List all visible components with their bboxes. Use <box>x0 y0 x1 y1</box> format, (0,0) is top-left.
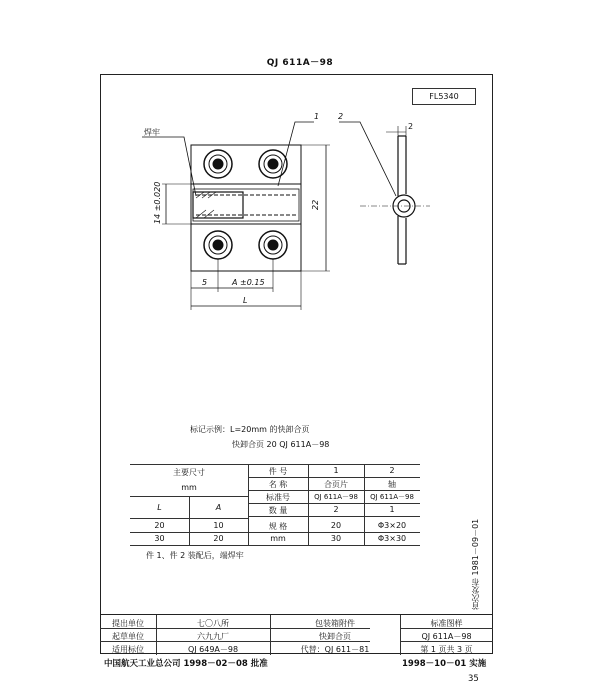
footer-approval: 中国航天工业总公司 1998－02－08 批准 <box>104 659 268 669</box>
spec-unit: mm <box>270 534 286 543</box>
row-name-v2: 轴 <box>388 480 396 489</box>
applicable-label: 适用标位 <box>112 645 144 654</box>
replaces: 代替：QJ 611－81 <box>300 645 370 654</box>
doc-code: QJ 611A－98 <box>421 632 472 641</box>
weld-label: 焊牢 <box>144 128 160 137</box>
col-L-header: L <box>157 503 162 512</box>
page-info: 第 1 页共 3 页 <box>420 645 473 654</box>
standard-code: QJ 611A－98 <box>266 58 334 68</box>
table-row-1-v1: 20 <box>330 521 342 530</box>
footer-implementation: 1998－10－01 实施 <box>402 659 487 669</box>
parts-table <box>130 464 420 546</box>
mounting-hole-bottom-left <box>204 231 232 259</box>
row-piece-v1: 1 <box>333 466 339 475</box>
row-qty-label: 数 量 <box>268 506 288 515</box>
callout-1: 1 <box>314 112 320 121</box>
main-dims-unit: mm <box>181 483 197 492</box>
row-qty-v1: 2 <box>333 505 339 514</box>
marking-designation: 快卸合页 20 QJ 611A－98 <box>232 440 330 449</box>
technical-drawing <box>100 74 493 404</box>
marking-example-text: L=20mm 的快卸合页 <box>230 425 310 434</box>
title-block <box>100 614 493 655</box>
marking-example-label: 标记示例： <box>190 425 230 434</box>
table-row-2-L: 30 <box>154 534 165 543</box>
proposer: 七〇八所 <box>197 619 229 628</box>
row-std-label: 标准号 <box>266 493 290 502</box>
main-dims-title: 主要尺寸 <box>173 468 205 477</box>
category: 包装箱附件 <box>315 619 355 628</box>
mounting-hole-top-left <box>204 150 232 178</box>
row-std-v2: QJ 611A－98 <box>370 493 414 501</box>
table-row-2-v2: Φ3×30 <box>377 534 407 543</box>
applicable: QJ 649A－98 <box>187 645 239 654</box>
drafter: 六九九厂 <box>197 632 229 641</box>
row-qty-v2: 1 <box>389 505 395 514</box>
doc-type: 标准图样 <box>430 619 463 628</box>
dim-length: L <box>243 296 248 305</box>
dim-pitch: 14 ±0.020 <box>153 181 162 224</box>
proposer-label: 提出单位 <box>112 619 144 628</box>
marking-example <box>190 424 309 435</box>
dim-a: A ±0.15 <box>232 278 265 287</box>
table-row-1-L: 20 <box>154 521 165 530</box>
assembly-note: 件 1、件 2 装配后，端焊牢 <box>146 551 244 560</box>
table-row-1-v2: Φ3×20 <box>377 521 407 530</box>
page-number: 35 <box>468 674 479 684</box>
row-piece-label: 件 号 <box>268 467 288 476</box>
part-code-box: FL5340 <box>412 88 476 105</box>
row-std-v1: QJ 611A－98 <box>314 493 358 501</box>
dim-thickness: 2 <box>408 122 414 131</box>
side-view <box>393 136 415 264</box>
table-row-1-A: 10 <box>213 521 224 530</box>
mounting-hole-bottom-right <box>259 231 287 259</box>
product-name: 快卸合页 <box>319 632 351 641</box>
table-row-2-A: 20 <box>213 534 224 543</box>
row-name-label: 名 称 <box>268 480 288 489</box>
col-A-header: A <box>215 503 222 512</box>
dim-edge: 5 <box>202 278 208 287</box>
callout-2: 2 <box>338 112 344 121</box>
drafter-label: 起草单位 <box>112 632 144 641</box>
spec-label: 规 格 <box>268 522 288 531</box>
mounting-hole-top-right <box>259 150 287 178</box>
row-piece-v2: 2 <box>389 466 395 475</box>
dim-height: 22 <box>311 199 320 210</box>
table-row-2-v1: 30 <box>330 534 342 543</box>
first-release-note: 首次发布 1981－09－01 <box>471 518 480 610</box>
row-name-v1: 合页片 <box>324 480 348 489</box>
